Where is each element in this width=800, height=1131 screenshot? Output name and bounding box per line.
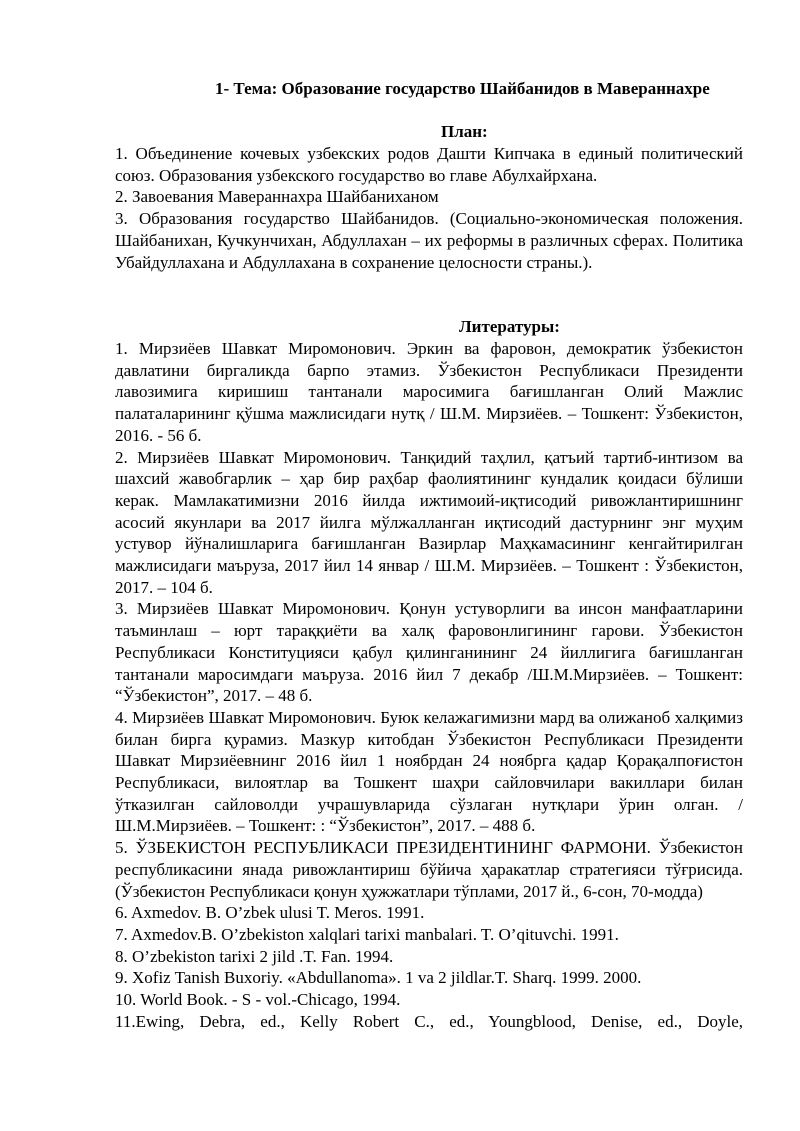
literature-list — [115, 338, 743, 1033]
literature-item: 10. World Book. - S - vol.-Chicago, 1994. — [115, 990, 401, 1010]
literature-item: 7. Axmedov.B. O’zbekiston xalqlari tarixi manbalari. T. O’qituvchi. 1991. — [115, 924, 619, 944]
plan-item: 1. Объединение кочевых узбекских родов Дашти Кипчака в единый политический союз. Образования узбекского государство во главе Абулхайрхана. — [115, 144, 743, 185]
literature-item: 2. Мирзиёев Шавкат Миромонович. Танқидий таҳлил, қатъий тартиб-интизом ва шахсий жавобгарлик – ҳар бир раҳбар фаолиятининг кундалик қоидаси бўлиши керак. Мамлакатимизни 2016 йилда ижтимоий-иқтисодий ривожлантиришнинг асосий якунлари ва 2017 йилга мўлжалланган иқтисодий дастурнинг энг муҳим устувор йўналишларига бағишланган Вазирлар Маҳкамасининг кенгайтирилган мажлисидаги маъруза, 2017 йил 14 январ / Ш.М. Мирзиёев. – Тошкент : Ўзбекистон, 2017. – 104 б. — [115, 447, 743, 597]
plan-heading: План: — [441, 122, 488, 141]
literature-item: 6. Axmedov. B. O’zbek ulusi T. Meros. 1991. — [115, 903, 425, 923]
literature-item: 1. Мирзиёев Шавкат Миромонович. Эркин ва фаровон, демократик ўзбекистон давлатини биргаликда барпо этамиз. Ўзбекистон Республикаси Президенти лавозимига киришиш тантанали маросимига бағишланган Олий Мажлис палаталарининг қўшма мажлисидаги нутқ / Ш.М. Мирзиёев. – Тошкент: Ўзбекистон, 2016. - 56 б. — [115, 339, 743, 445]
literature-item: 5. ЎЗБЕКИСТОН РЕСПУБЛИКАСИ ПРЕЗИДЕНТИНИНГ ФАРМОНИ. Ўзбекистон республикасини янада ривожлантириш бўйича ҳаракатлар стратегияси тўғрисида. (Ўзбекистон Республикаси қонун ҳужжатлари тўплами, 2017 й., 6-сон, 70-модда) — [115, 838, 743, 901]
literature-item: 4. Мирзиёев Шавкат Миромонович. Буюк келажагимизни мард ва олижаноб халқимиз билан бирга қурамиз. Мазкур китобдан Ўзбекистон Республикаси Президенти Шавкат Мирзиёевнинг 2016 йил 1 ноябрдан 24 ноябрга қадар Қорақалпоғистон Республикаси, вилоятлар ва Тошкент шаҳри сайловчилари вакиллари билан ўтказилган сайловолди учрашувларида сўзлаган нутқлари ўрин олган. /Ш.М.Мирзиёев. – Тошкент: : “Ўзбекистон”, 2017. – 488 б. — [115, 707, 743, 836]
plan-list — [115, 143, 743, 273]
literature-item: 9. Xofiz Tanish Buxoriy. «Abdullanoma». 1 va 2 jildlar.T. Sharq. 1999. 2000. — [115, 968, 642, 988]
title-text: Тема: Образование государство Шайбанидов в Мавераннахре — [233, 79, 710, 98]
plan-item: 2. Завоевания Мавераннахра Шайбаниханом — [115, 187, 439, 207]
literature-item: 11.Ewing, Debra, ed., Kelly Robert C., ed., Youngblood, Denise, ed., Doyle, — [115, 1011, 743, 1031]
plan-item: 3. Образования государство Шайбанидов. (Социально-экономическая положения. Шайбанихан, Кучкунчихан, Абдуллахан – их реформы в различных сферах. Политика Убайдуллахана и Абдуллахана в сохранение целосности страны.). — [115, 209, 743, 272]
title-number: 1- — [215, 79, 230, 98]
page-title — [187, 78, 743, 100]
literature-item: 8. O’zbekiston tarixi 2 jild .T. Fan. 1994. — [115, 946, 394, 966]
literature-item: 3. Мирзиёев Шавкат Миромонович. Қонун устуворлиги ва инсон манфаатларини таъминлаш – юрт тараққиёти ва халқ фаровонлигининг гарови. Ўзбекистон Республикаси Конституцияси қабул қилинганининг 24 йиллигига бағишланган тантанали маросимдаги маъруза. 2016 йил 7 декабр /Ш.М.Мирзиёев. – Тошкент: “Ўзбекистон”, 2017. – 48 б. — [115, 599, 743, 706]
literature-heading: Литературы: — [459, 317, 560, 336]
